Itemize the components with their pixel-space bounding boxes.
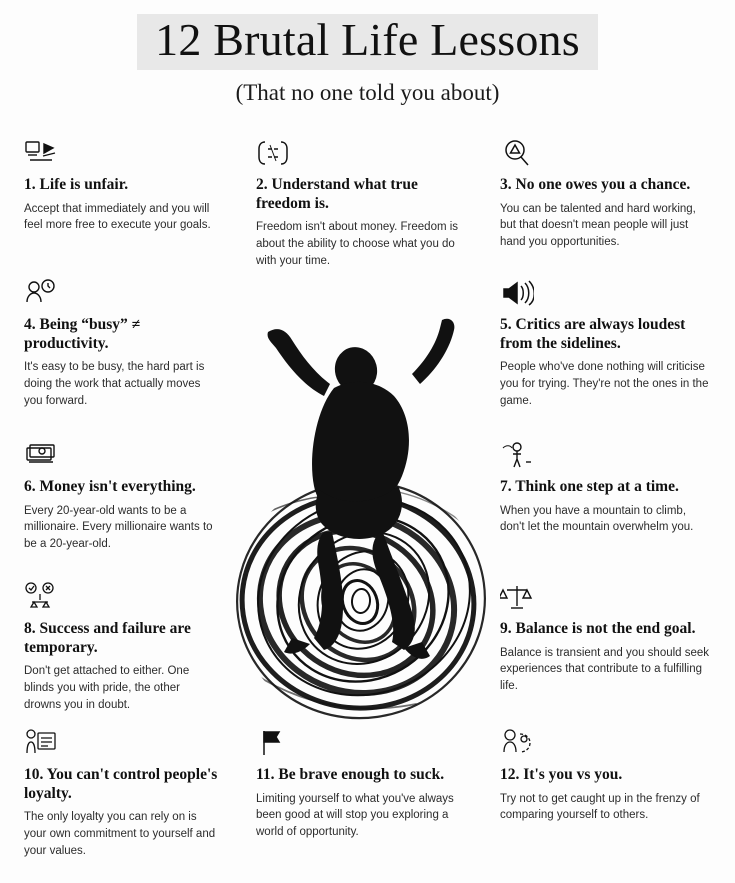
lesson-heading-12: 12. It's you vs you.: [500, 766, 623, 783]
person-mirror-icon: [500, 728, 710, 762]
lesson-item-7: [500, 440, 710, 536]
lesson-heading-11: 11. Be brave enough to suck.: [256, 766, 445, 783]
lesson-heading-4: 4. Being “busy” ≠ productivity.: [24, 316, 141, 352]
person-stepping-icon: [500, 440, 710, 474]
lesson-heading-8: 8. Success and failure are temporary.: [24, 620, 191, 656]
lesson-body-6: Every 20-year-old wants to be a millionaire. Every millionaire wants to be a 20-year-old.: [24, 504, 213, 550]
lesson-item-9: [500, 582, 710, 695]
lesson-heading-7: 7. Think one step at a time.: [500, 478, 679, 495]
lesson-heading-9: 9. Balance is not the end goal.: [500, 620, 696, 637]
lesson-item-10: [24, 728, 219, 859]
lesson-body-8: Don't get attached to either. One blinds you with pride, the other drowns you in doubt.: [24, 665, 190, 711]
lesson-body-1: Accept that immediately and you will feel more free to execute your goals.: [24, 202, 211, 232]
busy-person-clock-icon: [24, 278, 219, 312]
title-highlight: [137, 14, 598, 70]
lesson-heading-1: 1. Life is unfair.: [24, 176, 129, 193]
lesson-heading-10: 10. You can't control people's loyalty.: [24, 766, 218, 802]
lesson-item-8: [24, 582, 219, 713]
lesson-item-4: [24, 278, 219, 409]
lesson-body-9: Balance is transient and you should seek experiences that contribute to a fulfilling life.: [500, 646, 710, 692]
magnifier-warning-icon: [500, 138, 710, 172]
scales-balance-icon: [500, 582, 710, 616]
money-stack-icon: [24, 440, 219, 474]
lesson-body-4: It's easy to be busy, the hard part is doing the work that actually moves you forward.: [24, 361, 205, 407]
lesson-item-6: [24, 440, 219, 553]
lesson-body-7: When you have a mountain to climb, don't let the mountain overwhelm you.: [500, 504, 694, 534]
lesson-body-11: Limiting yourself to what you've always been good at will stop you exploring a world of opportunity.: [256, 792, 454, 838]
lesson-heading-2: 2. Understand what true freedom is.: [256, 176, 418, 212]
lesson-body-12: Try not to get caught up in the frenzy of comparing yourself to others.: [500, 792, 700, 822]
poster-header: [0, 0, 735, 106]
lesson-item-1: [24, 138, 219, 234]
broken-chains-icon: [256, 138, 466, 172]
lesson-item-12: [500, 728, 710, 824]
lesson-body-10: The only loyalty you can rely on is your own commitment to yourself and your values.: [24, 811, 216, 857]
lesson-body-3: You can be talented and hard working, but that doesn't mean people will just hand you opportunities.: [500, 202, 696, 248]
broken-scales-icon: [24, 138, 219, 172]
success-failure-balance-icon: [24, 582, 219, 616]
flag-icon: [256, 728, 466, 762]
lesson-item-2: [256, 138, 466, 269]
lesson-body-2: Freedom isn't about money. Freedom is about the ability to choose what you do with your time.: [256, 221, 459, 267]
megaphone-icon: [500, 278, 710, 312]
lesson-heading-6: 6. Money isn't everything.: [24, 478, 196, 495]
lesson-body-5: People who've done nothing will criticise you for trying. They're not the ones in the game.: [500, 361, 709, 407]
person-presenting-board-icon: [24, 728, 219, 762]
lesson-item-11: [256, 728, 466, 841]
page-subtitle: (That no one told you about): [235, 80, 500, 106]
lesson-item-5: [500, 278, 710, 409]
lesson-heading-3: 3. No one owes you a chance.: [500, 176, 691, 193]
page-title: 12 Brutal Life Lessons: [155, 14, 580, 65]
lesson-heading-5: 5. Critics are always loudest from the sidelines.: [500, 316, 686, 352]
lesson-item-3: [500, 138, 710, 251]
figure-falling-into-spiral-illustration: [206, 300, 516, 730]
